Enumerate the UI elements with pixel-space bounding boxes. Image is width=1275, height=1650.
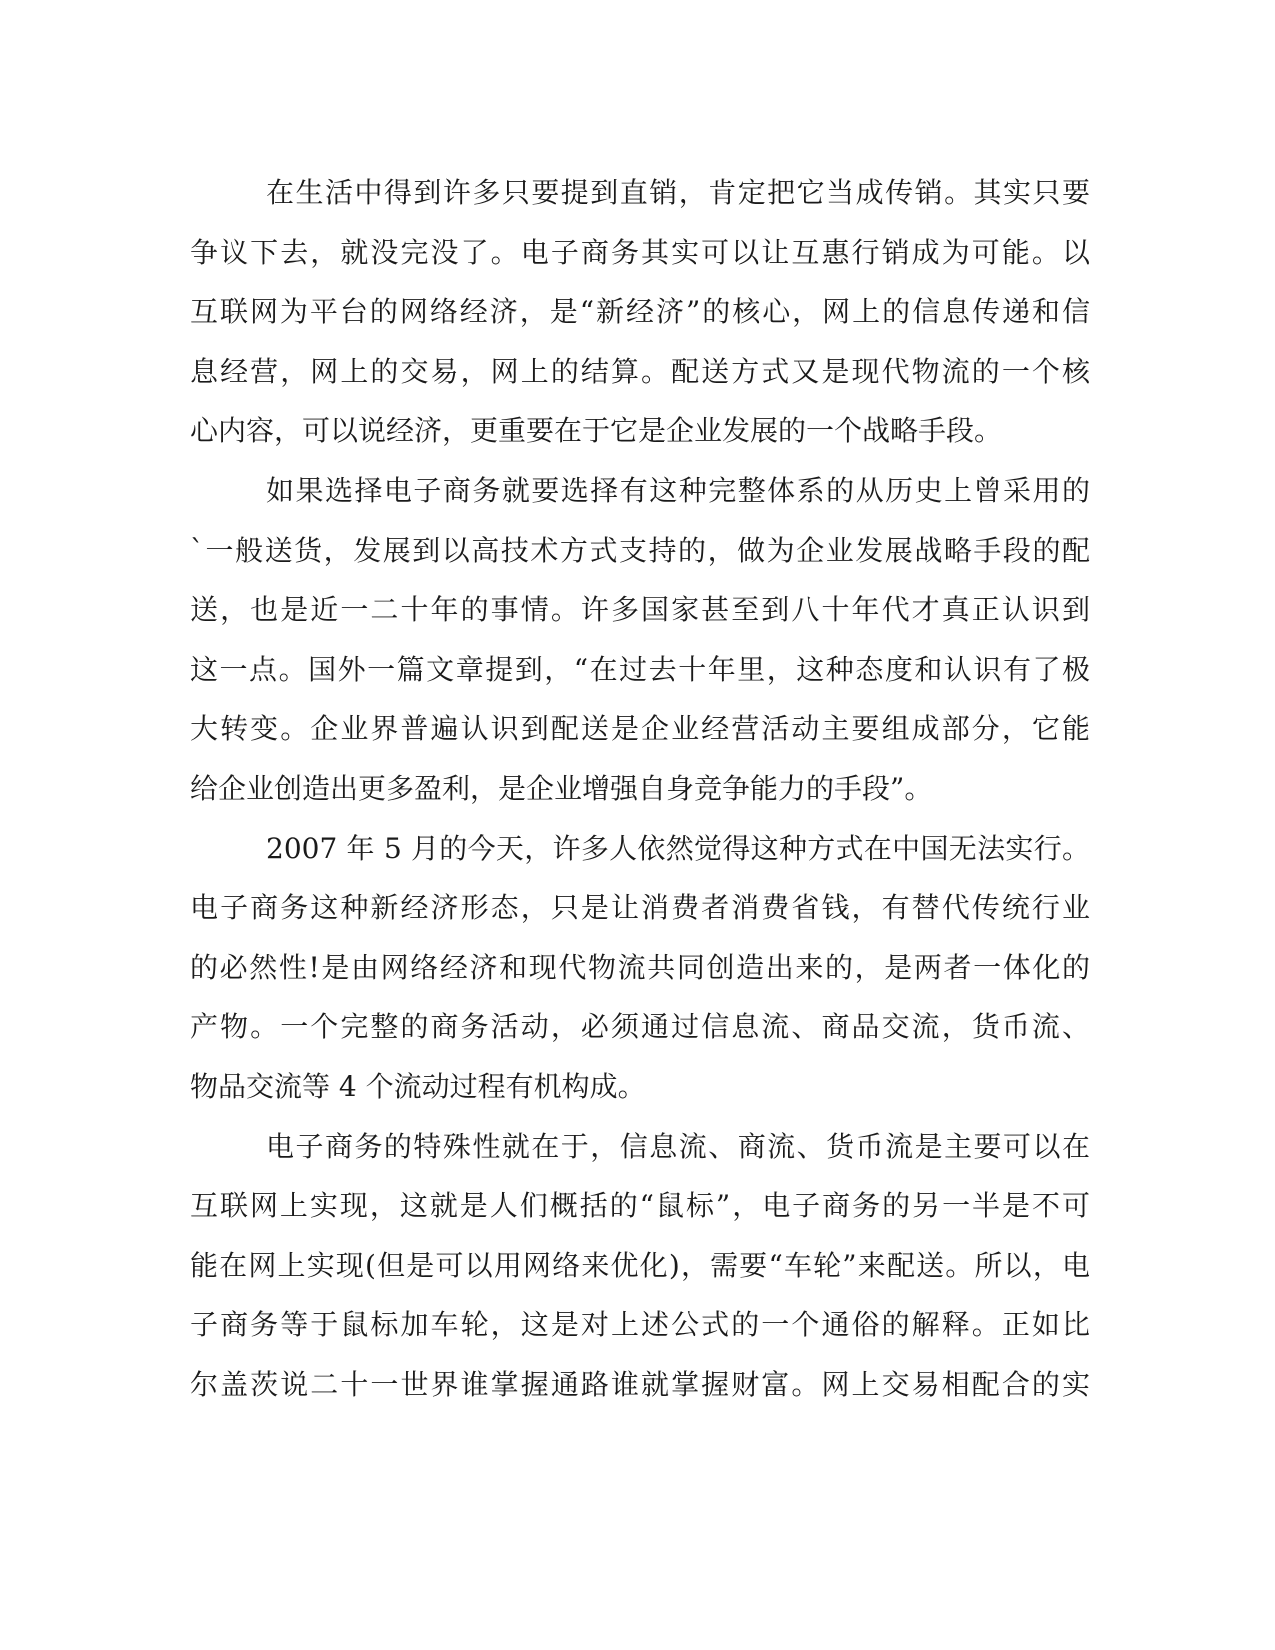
paragraph-4-line-3: 能在网上实现(但是可以用网络来优化)，需要“车轮”来配送。所以，电	[190, 1248, 1090, 1282]
paragraph-4-line-5: 尔盖茨说二十一世界谁掌握通路谁就掌握财富。网上交易相配合的实	[190, 1367, 1090, 1401]
paragraph-2-line-5: 大转变。企业界普遍认识到配送是企业经营活动主要组成部分，它能	[190, 712, 1090, 746]
paragraph-4-line-2: 互联网上实现，这就是人们概括的“鼠标”，电子商务的另一半是不可	[190, 1189, 1090, 1223]
paragraph-3-line-1: 2007 年 5 月的今天，许多人依然觉得这种方式在中国无法实行。	[266, 831, 1090, 865]
paragraph-3-line-3: 的必然性!是由网络经济和现代物流共同创造出来的，是两者一体化的	[190, 950, 1090, 984]
paragraph-2-line-1: 如果选择电子商务就要选择有这种完整体系的从历史上曾采用的	[266, 473, 1090, 507]
paragraph-2-line-6: 给企业创造出更多盈利，是企业增强自身竞争能力的手段”。	[190, 771, 933, 805]
paragraph-1-line-4: 息经营，网上的交易，网上的结算。配送方式又是现代物流的一个核	[190, 354, 1090, 388]
paragraph-3-line-5: 物品交流等 4 个流动过程有机构成。	[190, 1069, 646, 1103]
paragraph-2-line-2: `一般送货，发展到以高技术方式支持的，做为企业发展战略手段的配	[190, 533, 1090, 567]
paragraph-3-line-2: 电子商务这种新经济形态，只是让消费者消费省钱，有替代传统行业	[190, 891, 1090, 925]
paragraph-2-line-3: 送，也是近一二十年的事情。许多国家甚至到八十年代才真正认识到	[190, 593, 1090, 627]
body-text	[190, 163, 1090, 1414]
paragraph-4-line-1: 电子商务的特殊性就在于，信息流、商流、货币流是主要可以在	[266, 1129, 1090, 1163]
paragraph-2-line-4: 这一点。国外一篇文章提到，“在过去十年里，这种态度和认识有了极	[190, 652, 1090, 686]
paragraph-4-line-4: 子商务等于鼠标加车轮，这是对上述公式的一个通俗的解释。正如比	[190, 1308, 1090, 1342]
paragraph-1-line-2: 争议下去，就没完没了。电子商务其实可以让互惠行销成为可能。以	[190, 235, 1090, 269]
paragraph-3-line-4: 产物。一个完整的商务活动，必须通过信息流、商品交流，货币流、	[190, 1010, 1090, 1044]
paragraph-1-line-5: 心内容，可以说经济，更重要在于它是企业发展的一个战略手段。	[190, 414, 1003, 448]
paragraph-1-line-1: 在生活中得到许多只要提到直销，肯定把它当成传销。其实只要	[266, 176, 1090, 209]
paragraph-1-line-3: 互联网为平台的网络经济，是“新经济”的核心，网上的信息传递和信	[190, 295, 1090, 329]
